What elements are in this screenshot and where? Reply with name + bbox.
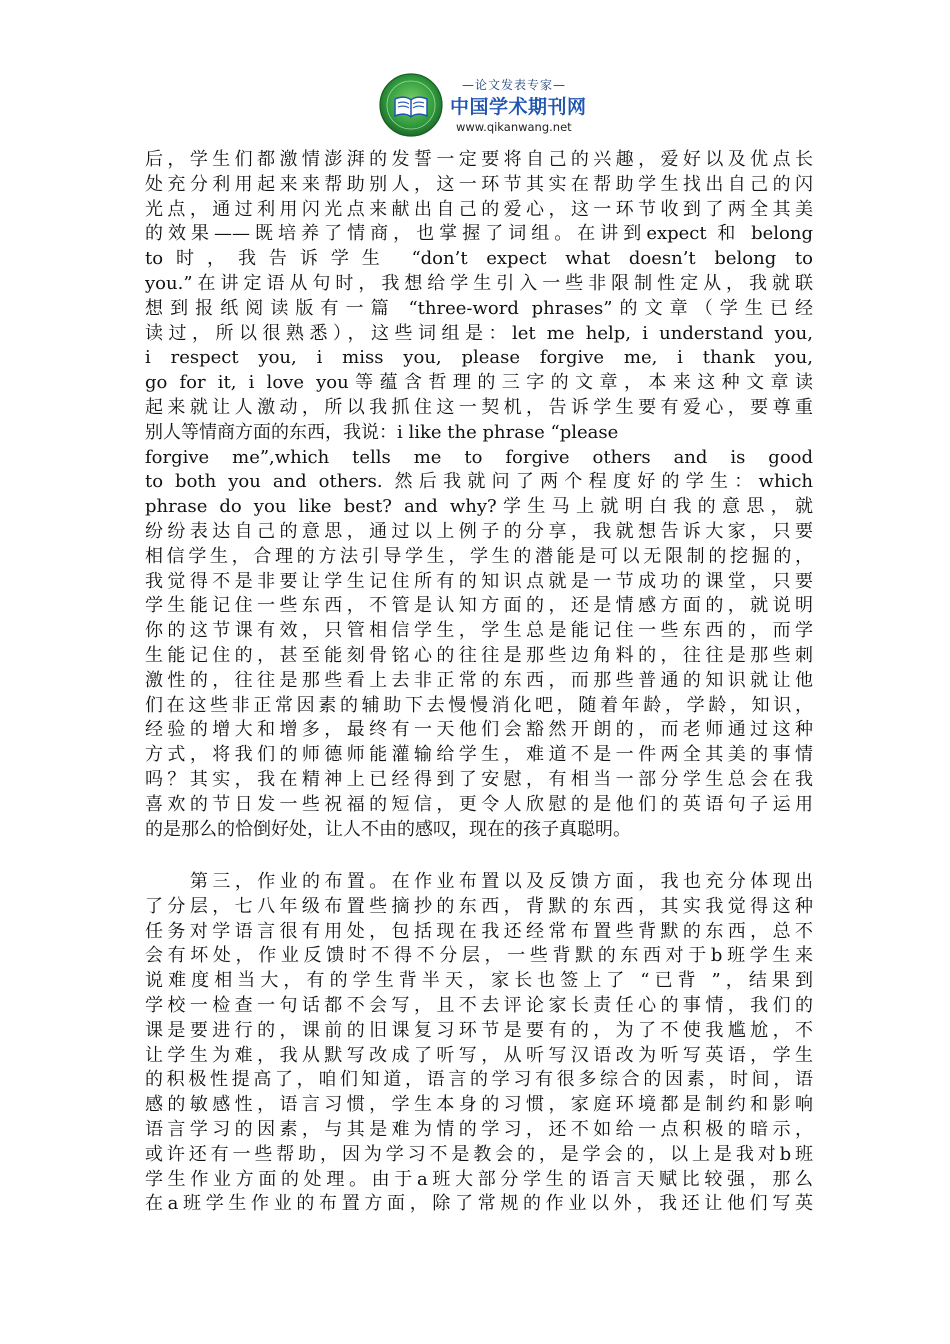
text-line: 别人等情商方面的东西，我说：i like the phrase “please <box>145 421 619 443</box>
text-line: 让学生为难，我从默写改成了听写，从听写汉语改为听写英语，学生 <box>145 1044 813 1066</box>
logo-url: www.qikanwang.net <box>456 120 572 134</box>
text-line: to时，我告诉学生 “don’t expect what doesn’t belong to <box>145 248 813 270</box>
text-line: 读过，所以很熟悉），这些词组是：let me help, i understand you, <box>145 322 813 344</box>
text-line: 纷纷表达自己的意思，通过以上例子的分享，我就想告诉大家，只要 <box>145 520 813 542</box>
text-line: 或许还有一些帮助，因为学习不是教会的，是学会的，以上是我对b班 <box>145 1143 813 1165</box>
text-line: 光点，通过利用闪光点来献出自己的爱心，这一环节收到了两全其美 <box>145 198 813 220</box>
text-line: forgive me”,which tells me to forgive others and is good <box>145 446 813 468</box>
text-line: 在a班学生作业的布置方面，除了常规的作业以外，我还让他们写英 <box>145 1193 813 1215</box>
text-line: 任务对学语言很有用处，包括现在我还经常布置些背默的东西，总不 <box>145 920 813 942</box>
text-line: 想到报纸阅读版有一篇 “three-word phrases”的文章（学生已经 <box>145 297 813 319</box>
text-line: 第三，作业的布置。在作业布置以及反馈方面，我也充分体现出 <box>190 871 813 892</box>
text-line: 感的敏感性，语言习惯，学生本身的习惯，家庭环境都是制约和影响 <box>145 1094 813 1116</box>
text-line: 语言学习的因素，与其是难为情的学习，还不如给一点积极的暗示， <box>145 1118 813 1140</box>
text-line: 了分层，七八年级布置些摘抄的东西，背默的东西，其实我觉得这种 <box>145 895 813 917</box>
text-line: 的积极性提高了，咱们知道，语言的学习有很多综合的因素，时间，语 <box>145 1069 813 1091</box>
text-line: 的是那么的恰倒好处，让人不由的感叹，现在的孩子真聪明。 <box>145 818 631 840</box>
site-logo[interactable] <box>378 72 587 140</box>
logo-slogan: —论文发表专家— <box>461 78 566 92</box>
text-line: 处充分利用起来来帮助别人，这一环节其实在帮助学生找出自己的闪 <box>145 173 813 195</box>
text-line: 学生作业方面的处理。由于a班大部分学生的语言天赋比较强，那么 <box>145 1168 813 1190</box>
text-line: 激性的，往往是那些看上去非正常的东西，而那些普通的知识就让他 <box>145 669 813 691</box>
text-line: to both you and others. 然后我就问了两个程度好的学生：which <box>145 471 813 493</box>
text-line: 的效果——既培养了情商，也掌握了词组。在讲到expect 和 belong <box>145 223 813 245</box>
text-line: 课是要进行的，课前的旧课复习环节是要有的，为了不使我尴尬，不 <box>145 1019 813 1041</box>
text-line: you.”在讲定语从句时，我想给学生引入一些非限制性定从，我就联 <box>145 272 813 294</box>
paragraph-2 <box>145 870 813 1217</box>
text-line: 生能记住的，甚至能刻骨铭心的往往是那些边角料的，往往是那些刺 <box>145 644 813 666</box>
text-line: 相信学生，合理的方法引导学生，学生的潜能是可以无限制的挖掘的， <box>145 545 813 567</box>
text-line: 们在这些非正常因素的辅助下去慢慢消化吧，随着年龄，学龄，知识， <box>145 694 813 716</box>
text-line: 学校一检查一句话都不会写，且不去评论家长责任心的事情，我们的 <box>145 994 813 1016</box>
paragraph-1 <box>145 148 813 842</box>
book-globe-icon <box>378 72 444 138</box>
text-line: i respect you, i miss you, please forgive me, i thank you, <box>145 347 813 369</box>
text-line: 会有坏处，作业反馈时不得不分层，一些背默的东西对于b班学生来 <box>145 945 813 967</box>
text-line: phrase do you like best? and why?学生马上就明白我的意思，就 <box>145 496 813 518</box>
text-line: go for it, i love you等蕴含哲理的三字的文章，本来这种文章读 <box>145 372 813 394</box>
text-line: 后，学生们都激情澎湃的发誓一定要将自己的兴趣，爱好以及优点长 <box>145 149 813 170</box>
text-line: 吗？其实，我在精神上已经得到了安慰，有相当一部分学生总会在我 <box>145 768 813 790</box>
text-line: 我觉得不是非要让学生记住所有的知识点就是一节成功的课堂，只要 <box>145 570 813 592</box>
logo-site-name: 中国学术期刊网 <box>450 96 587 118</box>
text-line: 说难度相当大，有的学生背半天，家长也签上了 “已背 ”，结果到 <box>145 970 813 992</box>
text-line: 你的这节课有效，只管相信学生，学生总是能记住一些东西的，而学 <box>145 620 813 642</box>
text-line: 方式，将我们的师德师能灌输给学生，难道不是一件两全其美的事情 <box>145 744 813 766</box>
text-line: 学生能记住一些东西，不管是认知方面的，还是情感方面的，就说明 <box>145 595 813 617</box>
text-line: 起来就让人激动，所以我抓住这一契机，告诉学生要有爱心，要尊重 <box>145 396 813 418</box>
text-line: 经验的增大和增多，最终有一天他们会豁然开朗的，而老师通过这种 <box>145 719 813 741</box>
text-line: 喜欢的节日发一些祝福的短信，更令人欣慰的是他们的英语句子运用 <box>145 793 813 815</box>
